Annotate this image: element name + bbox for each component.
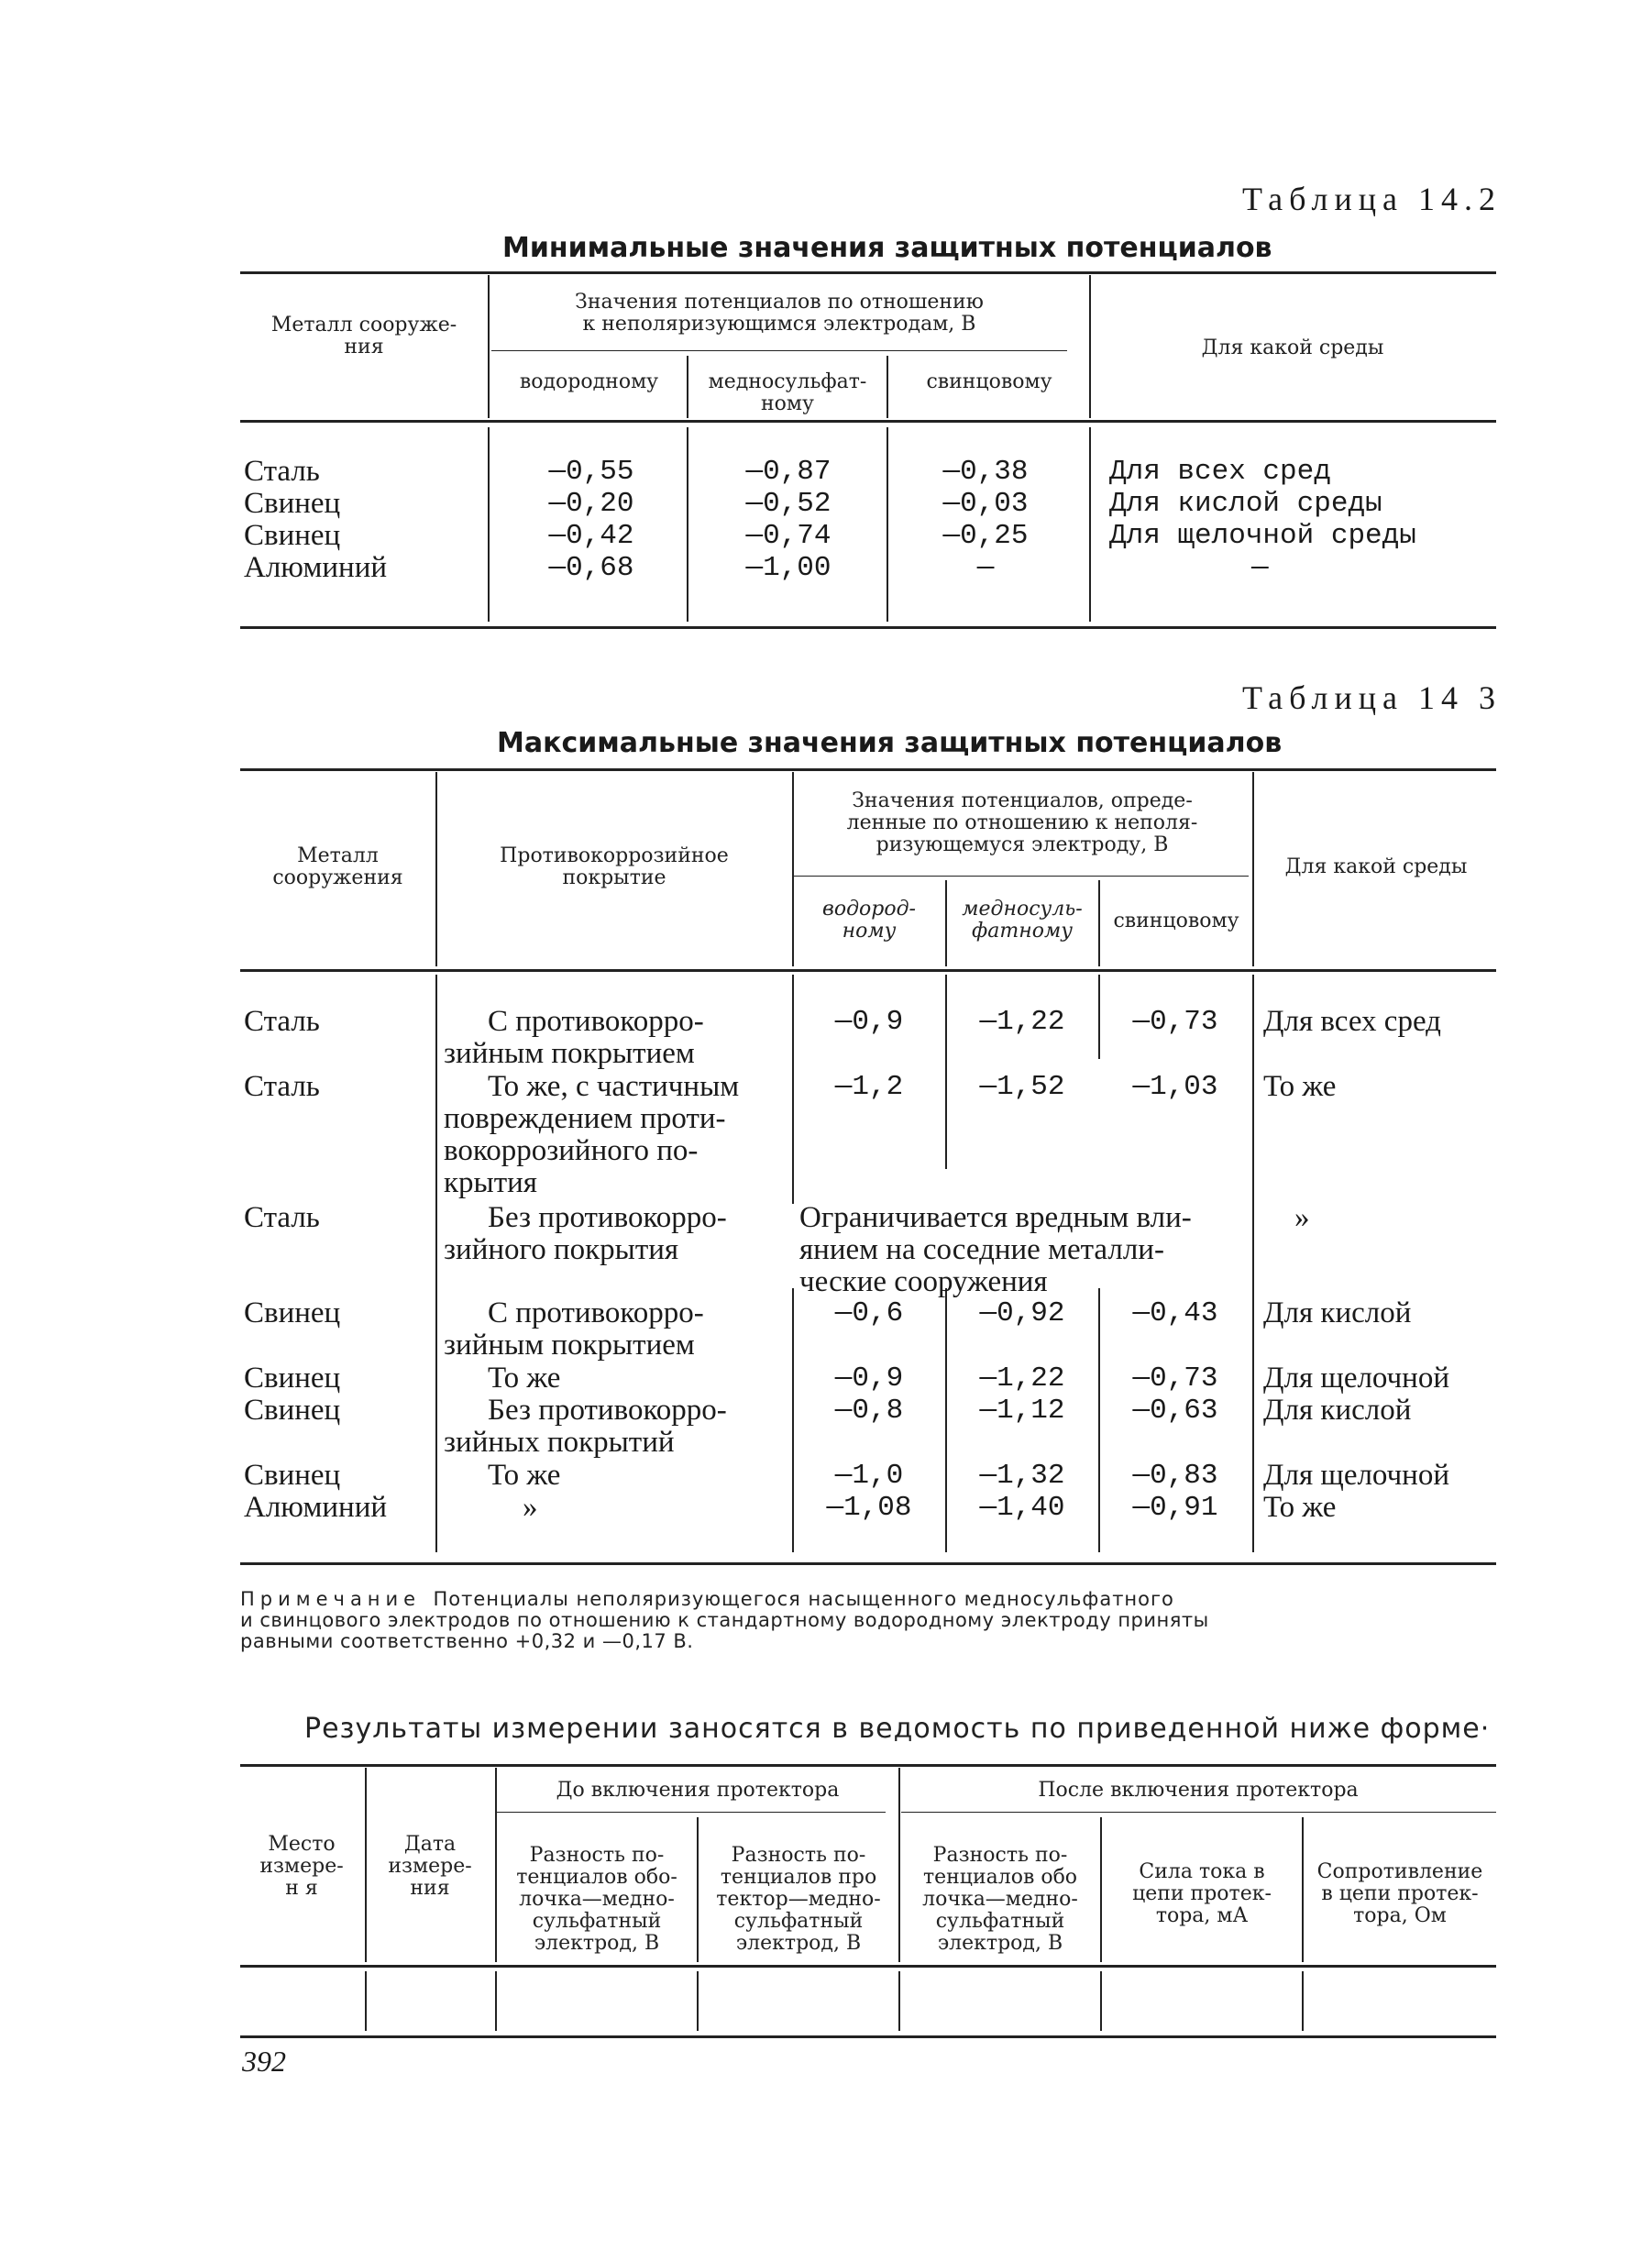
header-metal: Металл сооружения (272, 844, 403, 889)
row-3-medium: » (1294, 1201, 1310, 1234)
column-divider (687, 356, 688, 418)
column-divider (488, 427, 490, 622)
row-4-hydrogen: —0,6 (834, 1297, 904, 1329)
row-4-metal: Свинец (244, 1296, 341, 1329)
column-divider (1252, 975, 1254, 1552)
row-2-hydrogen: —1,2 (834, 1071, 904, 1103)
header-place: Место измере- н я (259, 1833, 344, 1900)
table-14-3-title: Максимальные значения защитных потенциалов (497, 727, 1283, 759)
row-8-lead: —0,91 (1132, 1492, 1218, 1524)
column-divider (945, 975, 947, 1169)
column-medium: Для всех сред Для кислой среды Для щелочной среды — (1109, 456, 1416, 584)
row-6-coating: Без противокорро- зийных покрытий (444, 1394, 727, 1459)
row-4-medium: Для кислой (1263, 1296, 1412, 1329)
header-potential-values: Значения потенциалов по отношению к неполяризующимся электродам, В (575, 291, 984, 336)
column-divider (1302, 1971, 1304, 2031)
row-5-medium: Для щелочной (1263, 1362, 1449, 1395)
header-coating: Противокоррозийное покрытие (500, 844, 729, 889)
column-divider (1089, 275, 1091, 418)
row-5-metal: Свинец (244, 1362, 341, 1395)
table-14-3-caption: Таблица 14 3 (1242, 679, 1502, 716)
header-hydrogen: водородному (519, 370, 659, 393)
header-metal: Металл сооруже- ния (270, 314, 457, 358)
column-divider (1089, 427, 1091, 622)
row-5-copper: —1,22 (979, 1362, 1065, 1395)
row-3-span-text: Ограничивается вредным вли- янием на соседние металли- ческие сооружения (799, 1201, 1192, 1298)
row-5-lead: —0,73 (1132, 1362, 1218, 1395)
row-6-hydrogen: —0,8 (834, 1395, 904, 1427)
column-divider (1098, 880, 1100, 966)
header-medium: Для какой среды (1284, 855, 1468, 878)
column-divider (1098, 1288, 1100, 1552)
row-1-medium: Для всех сред (1263, 1005, 1441, 1038)
subheader-rule (491, 350, 1067, 351)
table-top-rule (240, 768, 1496, 771)
row-7-hydrogen: —1,0 (834, 1460, 904, 1492)
row-7-coating: То же (488, 1459, 561, 1492)
row-1-hydrogen: —0,9 (834, 1006, 904, 1038)
column-divider (898, 1768, 900, 1962)
row-4-copper: —0,92 (979, 1297, 1065, 1329)
header-protector-current: Сила тока в цепи протек- тора, мА (1132, 1860, 1272, 1927)
row-6-metal: Свинец (244, 1394, 341, 1427)
column-divider (1100, 1971, 1102, 2031)
column-divider (435, 975, 437, 1552)
column-divider (488, 275, 490, 418)
column-lead: —0,38 —0,03 —0,25 — (942, 456, 1029, 584)
row-2-lead: —1,03 (1132, 1071, 1218, 1103)
column-divider (495, 1768, 497, 1962)
column-divider (365, 1768, 367, 1962)
table-bottom-rule (240, 2035, 1496, 2038)
row-1-metal: Сталь (244, 1005, 320, 1038)
table-top-rule (240, 1764, 1496, 1767)
column-divider (887, 356, 888, 418)
column-divider (792, 975, 794, 1204)
subheader-rule (496, 1812, 886, 1813)
row-7-copper: —1,32 (979, 1460, 1065, 1492)
header-medium: Для какой среды (1201, 336, 1384, 359)
header-before-protector: До включения протектора (556, 1779, 840, 1802)
page-number: 392 (242, 2045, 286, 2078)
body-paragraph: Результаты измерении заносятся в ведомость по приведенной ниже форме· (304, 1713, 1491, 1745)
column-divider (687, 427, 688, 622)
column-divider (495, 1971, 497, 2031)
column-divider (945, 1288, 947, 1552)
row-2-medium: То же (1263, 1070, 1337, 1103)
row-2-copper: —1,52 (979, 1071, 1065, 1103)
row-4-lead: —0,43 (1132, 1297, 1218, 1329)
header-lead: свинцовому (926, 370, 1052, 393)
table-top-rule (240, 271, 1496, 274)
row-1-copper: —1,22 (979, 1006, 1065, 1038)
header-date: Дата измере- ния (388, 1833, 472, 1900)
column-divider (435, 772, 437, 966)
column-divider (887, 427, 888, 622)
column-divider (792, 1288, 794, 1552)
row-3-metal: Сталь (244, 1201, 320, 1234)
row-2-coating: То же, с частичным повреждением проти- вокоррозийного по- крытия (444, 1070, 740, 1199)
header-hydrogen: водород- ному (822, 898, 916, 943)
column-divider (1098, 975, 1100, 1059)
header-copper-sulfate: медносульфат- ному (708, 370, 867, 415)
header-after-protector: После включения протектора (1038, 1779, 1359, 1802)
row-5-hydrogen: —0,9 (834, 1362, 904, 1395)
column-divider (365, 1971, 367, 2031)
table-footnote: Примечание Потенциалы неполяризующегося насыщенного медносульфатного и свинцового электродов по отношению к стандартному водородному электроду приняты равными соответственно +0,32 и —0,17 В. (240, 1588, 1209, 1652)
row-8-copper: —1,40 (979, 1492, 1065, 1524)
row-3-coating: Без противокорро- зийного покрытия (444, 1201, 727, 1266)
row-1-coating: С противокорро- зийным покрытием (444, 1005, 704, 1070)
header-protector-resistance: Сопротивление в цепи протек- тора, Ом (1316, 1860, 1483, 1927)
row-4-coating: С противокорро- зийным покрытием (444, 1296, 704, 1362)
subheader-rule (901, 1812, 1496, 1813)
table-bottom-rule (240, 1562, 1496, 1565)
column-metal: Сталь Свинец Свинец Алюминий (244, 455, 388, 584)
column-hydrogen: —0,55 —0,20 —0,42 —0,68 (548, 456, 634, 584)
header-bottom-rule (240, 969, 1496, 972)
table-bottom-rule (240, 626, 1496, 629)
row-7-metal: Свинец (244, 1459, 341, 1492)
subheader-rule (794, 876, 1249, 877)
header-bottom-rule (240, 420, 1496, 423)
header-bottom-rule (240, 1965, 1496, 1968)
row-7-medium: Для щелочной (1263, 1459, 1449, 1492)
header-lead: свинцовому (1113, 910, 1239, 932)
column-divider (945, 880, 947, 966)
header-potential-sheath-before: Разность по- тенциалов обо- лочка—медно- сульфатный электрод, В (516, 1844, 677, 1955)
header-copper-sulfate: медносуль- фатному (962, 898, 1083, 943)
table-14-2-caption: Таблица 14.2 (1242, 181, 1502, 217)
row-8-coating: » (523, 1491, 538, 1524)
row-6-lead: —0,63 (1132, 1395, 1218, 1427)
column-divider (1100, 1817, 1102, 1962)
row-2-metal: Сталь (244, 1070, 320, 1103)
column-divider (898, 1971, 900, 2031)
row-7-lead: —0,83 (1132, 1460, 1218, 1492)
column-divider (1252, 772, 1254, 966)
table-14-2-title: Минимальные значения защитных потенциалов (502, 232, 1272, 264)
row-1-lead: —0,73 (1132, 1006, 1218, 1038)
row-8-metal: Алюминий (244, 1491, 388, 1524)
header-potential-sheath-after: Разность по- тенциалов обо лочка—медно- сульфатный электрод, В (922, 1844, 1078, 1955)
row-5-coating: То же (488, 1362, 561, 1395)
column-copper-sulfate: —0,87 —0,52 —0,74 —1,00 (745, 456, 832, 584)
row-8-medium: То же (1263, 1491, 1337, 1524)
column-divider (792, 772, 794, 966)
column-divider (697, 1971, 699, 2031)
row-8-hydrogen: —1,08 (826, 1492, 912, 1524)
header-potential-protector-before: Разность по- тенциалов про тектор—медно- сульфатный электрод, В (716, 1844, 881, 1955)
column-divider (697, 1817, 699, 1962)
header-potential-values: Значения потенциалов, опреде- ленные по отношению к неполя- ризующемуся электроду, В (846, 789, 1198, 856)
column-divider (1302, 1817, 1304, 1962)
row-6-copper: —1,12 (979, 1395, 1065, 1427)
row-6-medium: Для кислой (1263, 1394, 1412, 1427)
